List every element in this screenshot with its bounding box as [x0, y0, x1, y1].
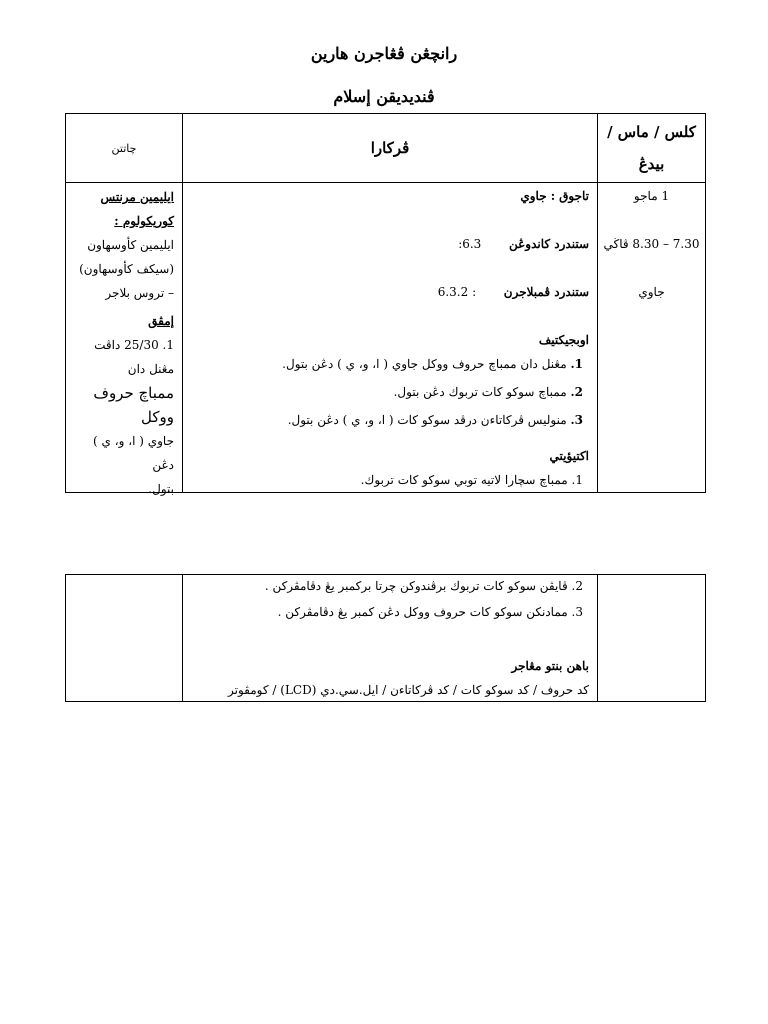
- header-class-cell: [598, 114, 706, 183]
- header-plan-label: ڤركارا: [370, 139, 410, 157]
- element-line: ايليمين كأوسهاون: [87, 238, 174, 252]
- activity-item: [191, 579, 583, 593]
- activity-number: 3.: [571, 605, 583, 619]
- activity-number: 1.: [571, 473, 583, 487]
- materials-text: كد حروف / كد سوكو كات / كد ڤركاتاءن / ايل.سي.دي (LCD) / كومڤوتر: [228, 683, 589, 697]
- header-field-label: بيدڠ: [638, 155, 665, 173]
- activity-text: ڤايڤن سوكو كات تربوك برڤندوكن چرتا بركمبر يڠ دڤامڤركن .: [264, 579, 568, 593]
- objective-item: [191, 385, 583, 399]
- topic-value: : جاوي: [520, 189, 556, 203]
- objective-label: اوبجيكتيف: [538, 333, 589, 347]
- header-notes-cell: [66, 114, 183, 183]
- content-standard-line: [191, 237, 589, 251]
- class-cell: [598, 183, 706, 493]
- header-plan-cell: [183, 114, 598, 183]
- learning-standard-label: ستندرد ڤمبلاجرن: [503, 285, 589, 299]
- lesson-plan-table-continued: [65, 574, 706, 702]
- activity-text: ممباچ سچارا لاتيه توبي سوكو كات تربوك.: [360, 473, 568, 487]
- class-field: جاوي: [638, 285, 665, 299]
- objective-item: [191, 413, 583, 427]
- notes-cell: [66, 575, 183, 702]
- page-title: رانچڠن ڤڠاجرن هارين: [310, 44, 458, 63]
- class-time: 7.30 – 8.30 ڤاڬي: [603, 237, 700, 251]
- impact-title: إمڤق: [148, 314, 174, 328]
- content-standard-label: ستندرد كاندوڠن: [508, 237, 589, 251]
- learning-standard-line: [191, 285, 589, 299]
- impact-line: ممباچ حروف ووكل: [93, 384, 174, 426]
- table-body-row: [66, 183, 706, 493]
- notes-cell: [66, 183, 183, 496]
- objective-text: مڠنل دان ممباچ حروف ووكل جاوي ( ا، و، ي ) دڠن بتول.: [282, 357, 567, 371]
- objective-number: 3.: [570, 413, 583, 427]
- activity-label: اكتيؤيتي: [549, 449, 589, 463]
- header-notes-label: چاتتن: [111, 141, 137, 155]
- topic-line: [191, 189, 589, 203]
- content-standard-value: 6.3:: [458, 237, 482, 251]
- impact-line: جاوي ( ا، و، ي ) دڠن: [93, 434, 174, 472]
- objective-number: 1.: [570, 357, 583, 371]
- activity-item: [191, 473, 583, 487]
- table-header-row: [66, 114, 706, 183]
- table-body-row: [66, 575, 706, 702]
- header-class-label: كلس / ماس /: [607, 123, 696, 141]
- element-line: (سيكف كأوسهاون): [79, 262, 174, 276]
- activity-number: 2.: [571, 579, 583, 593]
- curriculum-label: كوريكولوم :: [114, 214, 174, 228]
- class-name: 1 ماجو: [633, 189, 670, 203]
- objective-text: منوليس ڤركاتاءن درڤد سوكو كات ( ا، و، ي ) دڠن بتول.: [287, 413, 567, 427]
- topic-label: تاجوق: [559, 189, 589, 203]
- class-cell: [598, 575, 706, 702]
- objective-number: 2.: [570, 385, 583, 399]
- notes-content: [74, 185, 174, 501]
- activity-text: ممادنكن سوكو كات حروف ووكل دڠن كمبر يڠ دڤامڤركن .: [277, 605, 568, 619]
- impact-line: بتول.: [148, 482, 174, 496]
- learning-standard-value: : 6.3.2: [437, 285, 477, 299]
- impact-line: 1. 25/30 داڤت مڠنل دان: [94, 338, 174, 376]
- element-line: – تروس بلاجر: [105, 286, 174, 300]
- subject-title: ڤنديديقن إسلام: [333, 87, 435, 106]
- materials-label: باهن بنتو مڠاجر: [511, 659, 589, 673]
- plan-cell: [183, 183, 598, 493]
- objective-item: [191, 357, 583, 371]
- lesson-plan-table: [65, 113, 706, 496]
- objective-text: ممباچ سوكو كات تربوك دڠن بتول.: [393, 385, 567, 399]
- element-title: ايليمين مرنتس: [100, 190, 174, 204]
- activity-item: [191, 605, 583, 619]
- plan-cell: [183, 575, 598, 702]
